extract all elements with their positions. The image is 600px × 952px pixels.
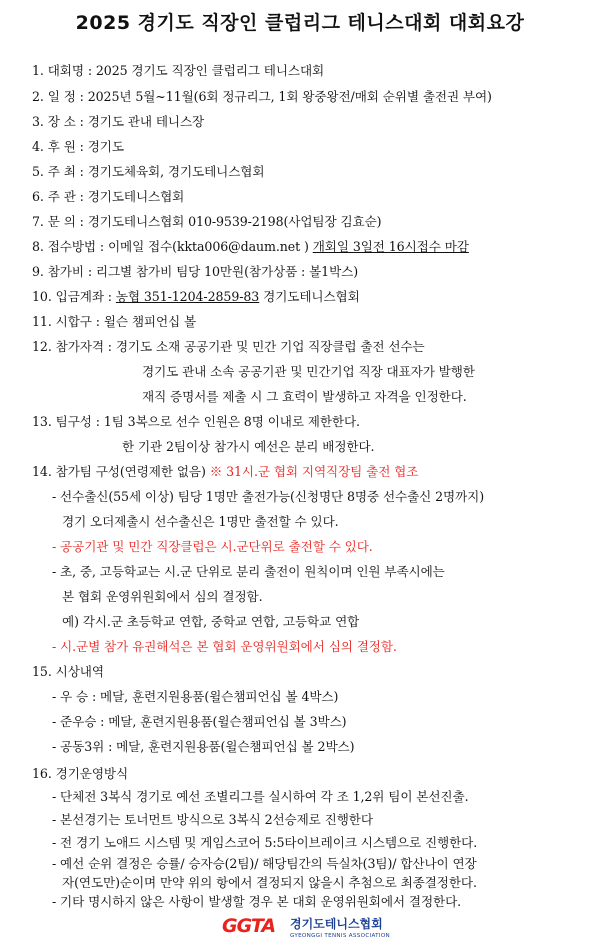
item-1-prefix: 1. 대회명 :	[32, 63, 96, 78]
item-8-prefix: 8. 접수방법 :	[32, 239, 108, 254]
item-12-line-2: 경기도 관내 소속 공공기관 및 민간기업 직장 대표자가 발행한	[142, 364, 475, 379]
item-15-heading: 15. 시상내역	[32, 664, 104, 679]
item-10-account: 농협 351-1204-2859-83	[115, 289, 260, 304]
ggta-logo-mark: GGTA	[222, 915, 276, 937]
item-12-prefix: 12. 참가자격 :	[32, 339, 116, 354]
item-13-prefix: 13. 팀구성 :	[32, 414, 104, 429]
rule-line-6: - 기타 명시하지 않은 사항이 발생할 경우 본 대회 운영위원회에서 결정한다.	[52, 894, 462, 909]
item-8	[32, 238, 469, 256]
item-14-bullet-3c: 예) 각시.군 초등학교 연합, 중학교 연합, 고등학교 연합	[62, 614, 360, 629]
rule-line-2: - 본선경기는 토너먼트 방식으로 3복식 2선승제로 진행한다	[52, 812, 373, 827]
item-14-bullet-1: - 선수출신(55세 이상) 팀당 1명만 출전가능(신청명단 8명중 선수출신 2명까지)	[52, 489, 485, 504]
item-5	[32, 163, 264, 181]
association-name: 경기도테니스협회	[290, 917, 383, 931]
rule-line-4: - 예선 순위 결정은 승률/ 승자승(2팀)/ 해당팀간의 득실차(3팀)/ 합산나이 연장	[52, 856, 477, 871]
item-14-bullet-3: - 초, 중, 고등학교는 시.군 단위로 분리 출전이 원칙이며 인원 부족시에는	[52, 564, 445, 579]
item-4	[32, 138, 124, 156]
item-14-bullet-3b: 본 협회 운영위원회에서 심의 결정함.	[62, 589, 263, 604]
item-13	[32, 413, 360, 431]
item-1	[32, 62, 324, 80]
item-10-text: 경기도테니스협회	[259, 289, 360, 304]
item-16-heading: 16. 경기운영방식	[32, 766, 129, 781]
rule-line-3: - 전 경기 노애드 시스템 및 게임스코어 5:5타이브레이크 시스템으로 진행한다.	[52, 835, 478, 850]
item-8-text: 이메일 접수(kkta006@daum.net )	[107, 239, 309, 254]
award-third: - 공동3위 : 메달, 훈련지원용품(윌슨챔피언십 볼 2박스)	[52, 739, 355, 754]
item-7	[32, 213, 381, 231]
item-9	[32, 263, 358, 281]
association-english-name: GYEONGGI TENNIS ASSOCIATION	[290, 933, 391, 939]
item-14-heading-text: 14. 참가팀 구성(연령제한 없음)	[32, 464, 206, 479]
item-11-prefix: 11. 시합구 :	[32, 314, 104, 329]
item-6-text: 경기도테니스협회	[87, 189, 185, 204]
item-2-prefix: 2. 일 정 :	[32, 89, 88, 104]
item-12-line-3: 재직 증명서를 제출 시 그 효력이 발생하고 자격을 인정한다.	[142, 389, 467, 404]
item-2	[32, 88, 492, 106]
item-9-prefix: 9. 참가비 :	[32, 264, 96, 279]
item-1-text: 2025 경기도 직장인 클럽리그 테니스대회	[95, 63, 325, 78]
item-13-line-1: 1팀 3복으로 선수 인원은 8명 이내로 제한한다.	[103, 414, 360, 429]
item-9-text: 리그별 참가비 팀당 10만원(참가상품 : 볼1박스)	[95, 264, 359, 279]
item-14-bullet-2: - 공공기관 및 민간 직장클럽은 시.군단위로 출전할 수 있다.	[52, 539, 373, 554]
item-3-prefix: 3. 장 소 :	[32, 114, 88, 129]
item-14-bullet-1b: 경기 오더제출시 선수출신은 1명만 출전할 수 있다.	[62, 514, 339, 529]
item-4-prefix: 4. 후 원 :	[32, 139, 88, 154]
award-first: - 우 승 : 메달, 훈련지원용품(윌슨챔피언십 볼 4박스)	[52, 689, 339, 704]
item-11	[32, 313, 196, 331]
rule-line-5: 자(연도만)순이며 만약 위의 항에서 결정되지 않을시 추첨으로 최종결정한다.	[62, 875, 477, 890]
item-6	[32, 188, 184, 206]
item-2-text: 2025년 5월~11월(6회 정규리그, 1회 왕중왕전/매회 순위별 출전권 부여)	[87, 89, 492, 104]
item-3-text: 경기도 관내 테니스장	[87, 114, 205, 129]
item-14-heading	[32, 463, 418, 481]
item-10-prefix: 10. 입금계좌 :	[32, 289, 116, 304]
item-4-text: 경기도	[87, 139, 124, 154]
item-5-text: 경기도체육회, 경기도테니스협회	[87, 164, 265, 179]
item-6-prefix: 6. 주 관 :	[32, 189, 88, 204]
rule-line-1: - 단체전 3복식 경기로 예선 조별리그를 실시하여 각 조 1,2위 팀이 본선진출.	[52, 789, 469, 804]
item-12-line-1: 경기도 소재 공공기관 및 민간 기업 직장클럽 출전 선수는	[115, 339, 425, 354]
award-second: - 준우승 : 메달, 훈련지원용품(윌슨챔피언십 볼 3박스)	[52, 714, 347, 729]
item-5-prefix: 5. 주 최 :	[32, 164, 88, 179]
item-7-text: 경기도테니스협회 010-9539-2198(사업팀장 김효순)	[87, 214, 382, 229]
page-title: 2025 경기도 직장인 클럽리그 테니스대회 대회요강	[75, 12, 525, 34]
item-3	[32, 113, 204, 131]
item-12	[32, 338, 425, 356]
item-14-bullet-4: - 시.군별 참가 유권해석은 본 협회 운영위원회에서 심의 결정함.	[52, 639, 397, 654]
item-11-text: 윌슨 챔피언십 볼	[103, 314, 197, 329]
item-7-prefix: 7. 문 의 :	[32, 214, 88, 229]
item-14-notice: ※ 31시.군 협회 지역직장팀 출전 협조	[209, 464, 419, 479]
item-8-deadline: 개회일 3일전 16시접수 마감	[312, 239, 469, 254]
association-logo	[222, 912, 422, 952]
item-10	[32, 288, 360, 306]
item-13-line-2: 한 기관 2팀이상 참가시 예선은 분리 배정한다.	[122, 439, 375, 454]
